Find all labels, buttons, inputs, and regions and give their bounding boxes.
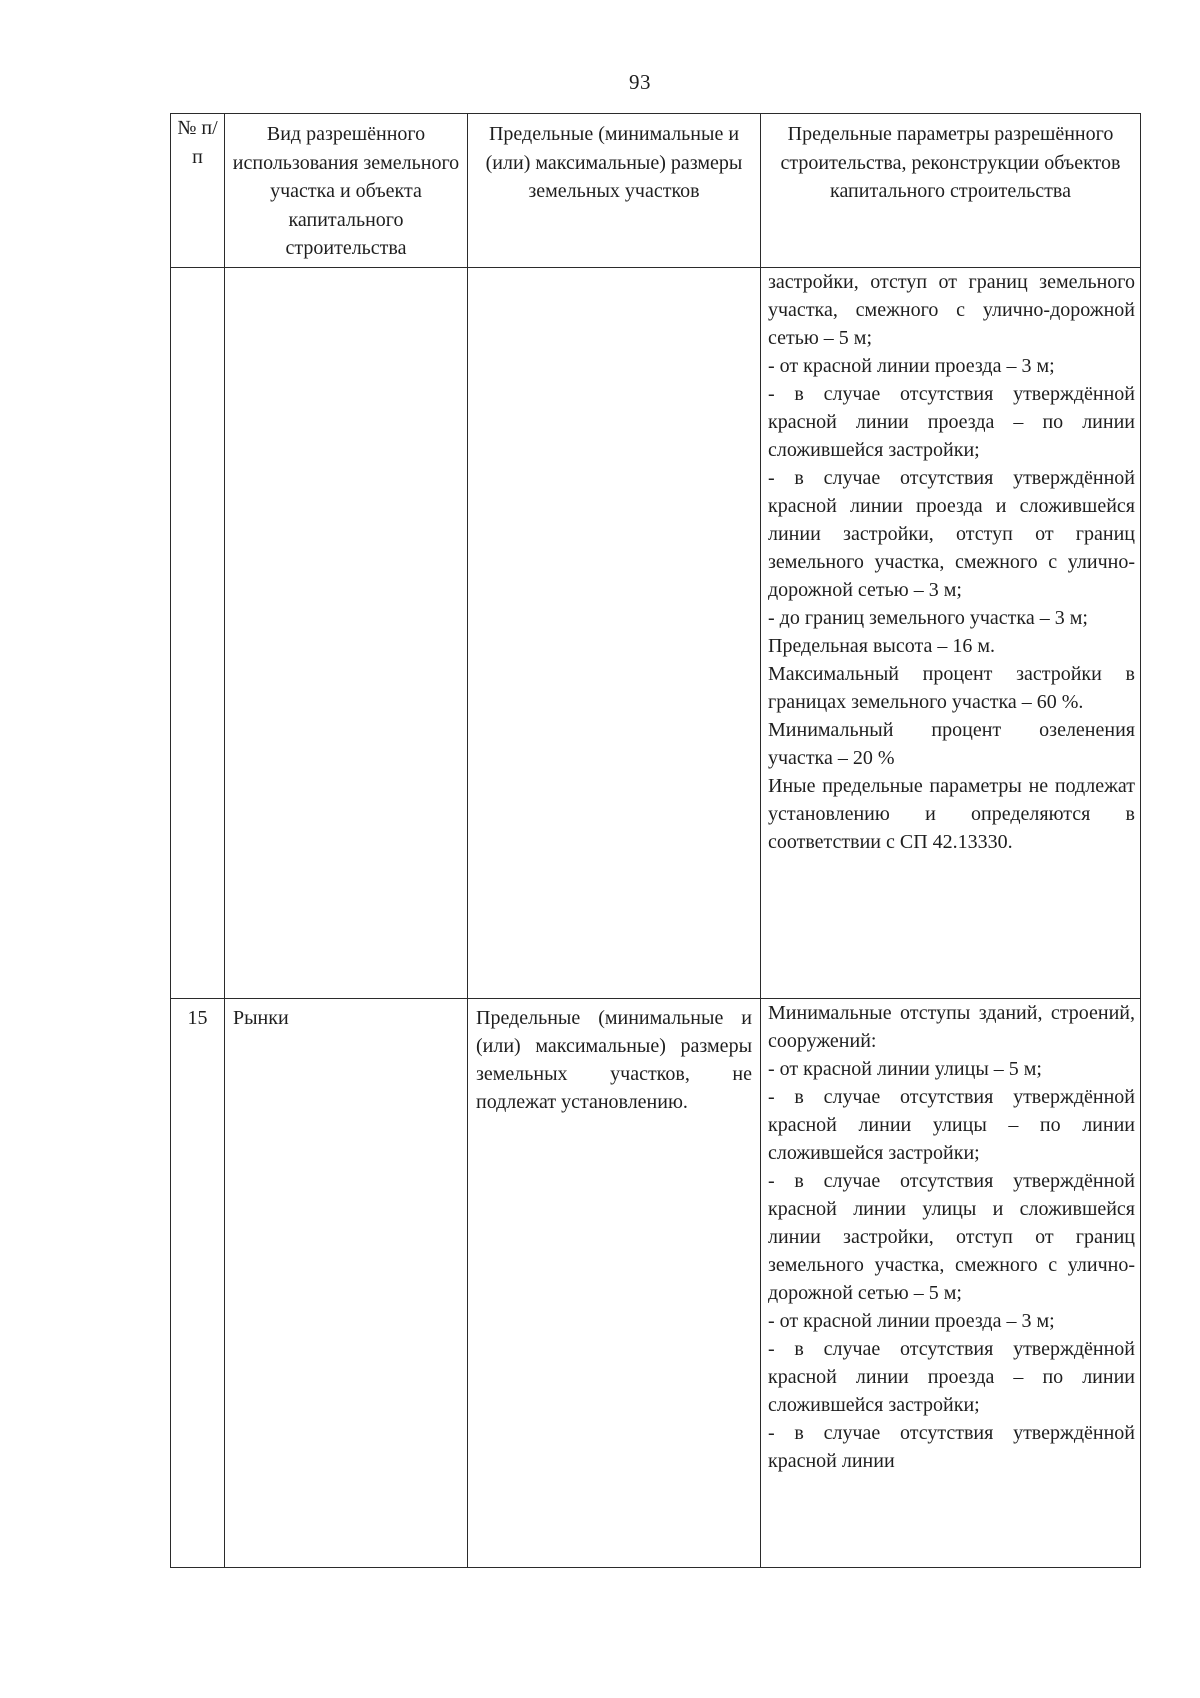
row-permitted-use: Рынки <box>225 998 468 1567</box>
parameter-line: Минимальные отступы зданий, строений, сооружений: <box>768 1001 1135 1052</box>
header-construction-parameters: Предельные параметры разрешённого строительства, реконструкции объектов капитального строительства <box>761 114 1141 268</box>
parameter-line: Максимальный процент застройки в границах земельного участка – 60 %. <box>768 662 1135 713</box>
parameter-line: застройки, отступ от границ земельного участка, смежного с улично-дорожной сетью – 5 м; <box>768 270 1135 349</box>
row-permitted-use <box>225 267 468 998</box>
row-number: 15 <box>171 998 225 1567</box>
header-permitted-use: Вид разрешённого использования земельного участка и объекта капитального строительства <box>225 114 468 268</box>
parameter-line: Минимальный процент озеленения участка – 20 % <box>768 718 1135 769</box>
table-row <box>171 267 1141 998</box>
parameter-line: Предельная высота – 16 м. <box>768 634 996 657</box>
parameter-line: - в случае отсутствия утверждённой красной линии проезда – по линии сложившейся застройки; <box>768 382 1135 461</box>
regulations-table <box>170 113 1141 1568</box>
parameter-line: - от красной линии проезда – 3 м; <box>768 354 1055 377</box>
parameter-line: Иные предельные параметры не подлежат установлению и определяются в соответствии с СП 42.13330. <box>768 774 1135 853</box>
row-construction-parameters <box>761 267 1141 998</box>
row-construction-parameters <box>761 998 1141 1567</box>
parameter-line: - в случае отсутствия утверждённой красной линии <box>768 1421 1135 1472</box>
row-plot-sizes: Предельные (минимальные и (или) максимальные) размеры земельных участков, не подлежат установлению. <box>468 998 761 1567</box>
table-header-row <box>171 114 1141 268</box>
parameter-line: - в случае отсутствия утверждённой красной линии улицы и сложившейся линии застройки, отступ от границ земельного участка, смежного с улично-дорожной сетью – 5 м; <box>768 1169 1135 1304</box>
parameter-line: - в случае отсутствия утверждённой красной линии проезда и сложившейся линии застройки, отступ от границ земельного участка, смежного с улично-дорожной сетью – 3 м; <box>768 466 1135 601</box>
header-plot-sizes: Предельные (минимальные и (или) максимальные) размеры земельных участков <box>468 114 761 268</box>
parameter-line: - до границ земельного участка – 3 м; <box>768 606 1088 629</box>
row-plot-sizes <box>468 267 761 998</box>
parameter-line: - от красной линии проезда – 3 м; <box>768 1309 1055 1332</box>
regulations-table-wrapper <box>170 113 1140 1568</box>
parameter-line: - от красной линии улицы – 5 м; <box>768 1057 1042 1080</box>
header-number: № п/п <box>171 114 225 268</box>
parameter-line: - в случае отсутствия утверждённой красной линии проезда – по линии сложившейся застройки; <box>768 1337 1135 1416</box>
parameter-line: - в случае отсутствия утверждённой красной линии улицы – по линии сложившейся застройки; <box>768 1085 1135 1164</box>
row-number <box>171 267 225 998</box>
page-number: 93 <box>629 70 651 94</box>
table-row <box>171 998 1141 1567</box>
